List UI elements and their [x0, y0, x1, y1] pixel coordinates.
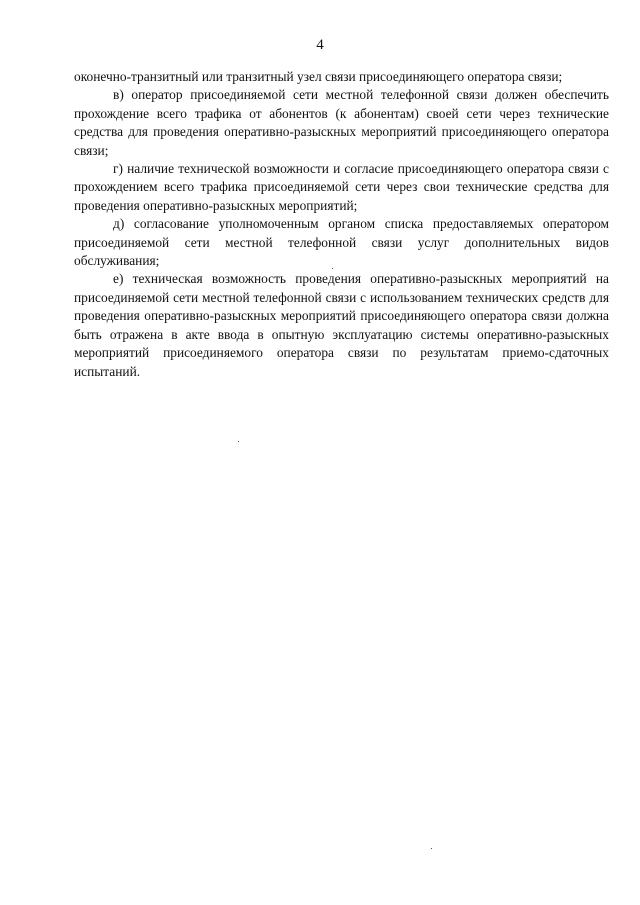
scan-speck	[238, 441, 239, 442]
document-body	[74, 68, 609, 381]
paragraph-item-e: е) техническая возможность проведения оперативно-разыскных мероприятий на присоединяемой сети местной телефонной связи с использованием технических средств для проведения оперативно-разыскных мероприятий присоединяющего оператора связи должна быть отражена в акте ввода в опытную эксплуатацию системы оперативно-разыскных мероприятий присоединяемого оператора связи по результатам приемо-сдаточных испытаний.	[74, 271, 609, 379]
paragraph-continuation: оконечно-транзитный или транзитный узел связи присоединяющего оператора связи;	[74, 69, 563, 84]
scan-speck	[431, 848, 432, 849]
paragraph-item-v: в) оператор присоединяемой сети местной телефонной связи должен обеспечить прохождение всего трафика от абонентов (к абонентам) своей сети через технические средства для проведения оперативно-разыскных мероприятий присоединяющего оператора связи;	[74, 87, 609, 158]
page-number: 4	[316, 37, 324, 53]
scan-speck	[332, 268, 333, 269]
paragraph-item-d: д) согласование уполномоченным органом списка предоставляемых оператором присоединяемой сети местной телефонной связи услуг дополнительных видов обслуживания;	[74, 216, 609, 269]
paragraph-item-g: г) наличие технической возможности и согласие присоединяющего оператора связи с прохождением всего трафика присоединяемой сети через свои технические средства для проведения оперативно-разыскных мероприятий;	[74, 161, 609, 213]
